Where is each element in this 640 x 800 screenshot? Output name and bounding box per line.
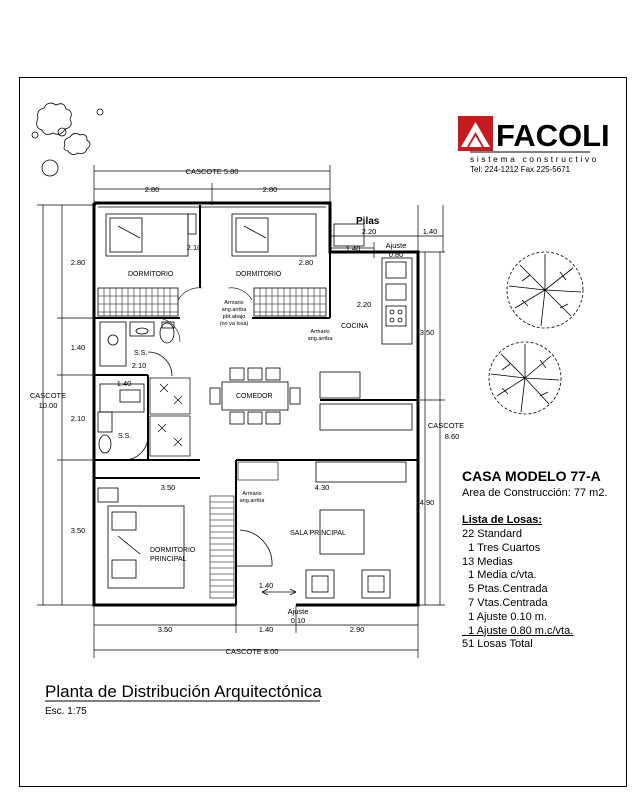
svg-text:2.10: 2.10	[186, 243, 202, 252]
construction-area: Area de Construcción: 77 m2.	[462, 487, 608, 499]
bed-icon	[98, 488, 184, 588]
losa-label: Losas Total	[477, 638, 533, 651]
svg-text:1.40: 1.40	[258, 581, 274, 590]
svg-text:1.40: 1.40	[345, 244, 361, 253]
svg-text:2.80: 2.80	[298, 258, 314, 267]
svg-text:4.30: 4.30	[314, 483, 330, 492]
svg-text:3.50: 3.50	[419, 328, 435, 337]
bed-icon	[106, 214, 196, 256]
tree-icon	[489, 252, 583, 414]
svg-text:pbt.abajo: pbt.abajo	[222, 314, 246, 320]
losa-label: Standard	[477, 528, 522, 540]
svg-text:3.50: 3.50	[157, 625, 173, 634]
room-dormitorio-2: DORMITORIO	[236, 271, 282, 278]
svg-text:Ajuste: Ajuste	[287, 607, 309, 616]
plan-scale: Esc. 1:75	[45, 706, 87, 717]
losa-label: Ptas.Centrada	[477, 583, 548, 596]
svg-text:2.10: 2.10	[131, 361, 147, 370]
losa-label: Ajuste 0.10 m.	[476, 610, 548, 623]
room-dormitorio-principal-2: PRINCIPAL	[150, 556, 187, 563]
svg-text:Ajuste: Ajuste	[385, 241, 407, 250]
svg-text:Armario: Armario	[224, 300, 244, 306]
losa-item	[462, 556, 573, 570]
svg-text:ang.arriba: ang.arriba	[239, 498, 265, 504]
brand-name: FACOLI	[496, 118, 610, 153]
facoli-logo-icon	[458, 116, 493, 151]
svg-text:2.20: 2.20	[361, 227, 377, 236]
svg-text:CASCOTE: CASCOTE	[29, 391, 67, 400]
losa-item	[462, 583, 573, 597]
svg-text:2.20: 2.20	[356, 300, 372, 309]
losa-item	[462, 569, 573, 583]
room-comedor: COMEDOR	[236, 393, 273, 400]
svg-text:CASCOTE 8.00: CASCOTE 8.00	[225, 647, 279, 656]
svg-text:3.50: 3.50	[70, 526, 86, 535]
svg-text:(no va losa): (no va losa)	[219, 321, 249, 327]
losas-title: Lista de Losas:	[462, 514, 543, 526]
tree-icon	[32, 103, 103, 176]
svg-text:CASCOTE 5.80: CASCOTE 5.80	[185, 167, 239, 176]
losa-qty: 1	[462, 610, 477, 623]
svg-text:1.40: 1.40	[116, 379, 132, 388]
brand-tagline: sistema constructivo	[470, 154, 599, 164]
losa-qty: 7	[462, 596, 478, 609]
room-cocina: COCINA	[341, 323, 369, 330]
bathroom-fixtures	[98, 322, 174, 460]
svg-text:4.90: 4.90	[419, 498, 435, 507]
losa-qty: 5	[462, 583, 478, 596]
svg-text:2.80: 2.80	[144, 185, 160, 194]
losa-label: Medias	[477, 555, 513, 568]
losa-qty: 1	[462, 624, 477, 637]
room-dormitorio-1: DORMITORIO	[128, 271, 174, 278]
svg-text:Armario: Armario	[242, 491, 262, 497]
plan-title: Planta de Distribución Arquitectónica	[45, 682, 322, 701]
losa-item	[462, 542, 573, 556]
svg-text:8.60: 8.60	[444, 432, 460, 441]
room-ss-2: S.S.	[118, 433, 132, 440]
losa-label: Tres Cuartos	[477, 541, 541, 554]
svg-text:2.10: 2.10	[70, 414, 86, 423]
svg-text:CASCOTE: CASCOTE	[427, 421, 465, 430]
losa-item	[462, 638, 573, 652]
losa-qty: 22	[462, 528, 478, 540]
svg-text:2.90: 2.90	[349, 625, 365, 634]
losa-item	[462, 625, 573, 639]
model-title: CASA MODELO 77-A	[462, 468, 601, 484]
losa-item	[462, 597, 573, 611]
losa-qty: 13	[462, 555, 478, 568]
svg-text:1.40: 1.40	[422, 227, 438, 236]
losa-label: Media c/vta.	[477, 569, 537, 582]
svg-text:3.50: 3.50	[160, 483, 176, 492]
losas-list	[462, 528, 573, 652]
room-dormitorio-principal-1: DORMITORIO	[150, 547, 196, 554]
losa-item	[462, 611, 573, 625]
wardrobe	[98, 288, 326, 316]
losa-label: Vtas.Centrada	[477, 596, 548, 609]
svg-text:0.80: 0.80	[388, 250, 404, 259]
planter	[150, 378, 190, 456]
svg-text:Armario: Armario	[310, 329, 330, 335]
brand-contact: Tel: 224-1212 Fax 225-5671	[470, 165, 571, 174]
svg-text:10.00: 10.00	[38, 401, 58, 410]
interior-walls	[94, 205, 418, 605]
svg-text:ang.arriba: ang.arriba	[307, 336, 333, 342]
svg-text:1.40: 1.40	[258, 625, 274, 634]
plan-labels	[118, 216, 380, 563]
bed-icon	[232, 214, 316, 256]
losa-qty: 51	[462, 638, 478, 651]
losa-label: Ajuste 0.80 m.c/vta.	[476, 624, 574, 637]
room-sala: SALA PRINCIPAL	[290, 530, 346, 537]
losa-qty: 1	[462, 541, 478, 554]
losa-item	[462, 528, 573, 542]
losa-qty: 1	[462, 569, 478, 582]
svg-text:2.80: 2.80	[262, 185, 278, 194]
stairs	[210, 462, 278, 598]
label-pilas: Pilas	[356, 216, 380, 227]
svg-text:2.80: 2.80	[70, 258, 86, 267]
svg-text:ang.arriba: ang.arriba	[221, 307, 247, 313]
svg-text:0.10: 0.10	[290, 616, 306, 625]
room-ss-1: S.S.	[134, 350, 148, 357]
svg-text:1.40: 1.40	[70, 343, 86, 352]
